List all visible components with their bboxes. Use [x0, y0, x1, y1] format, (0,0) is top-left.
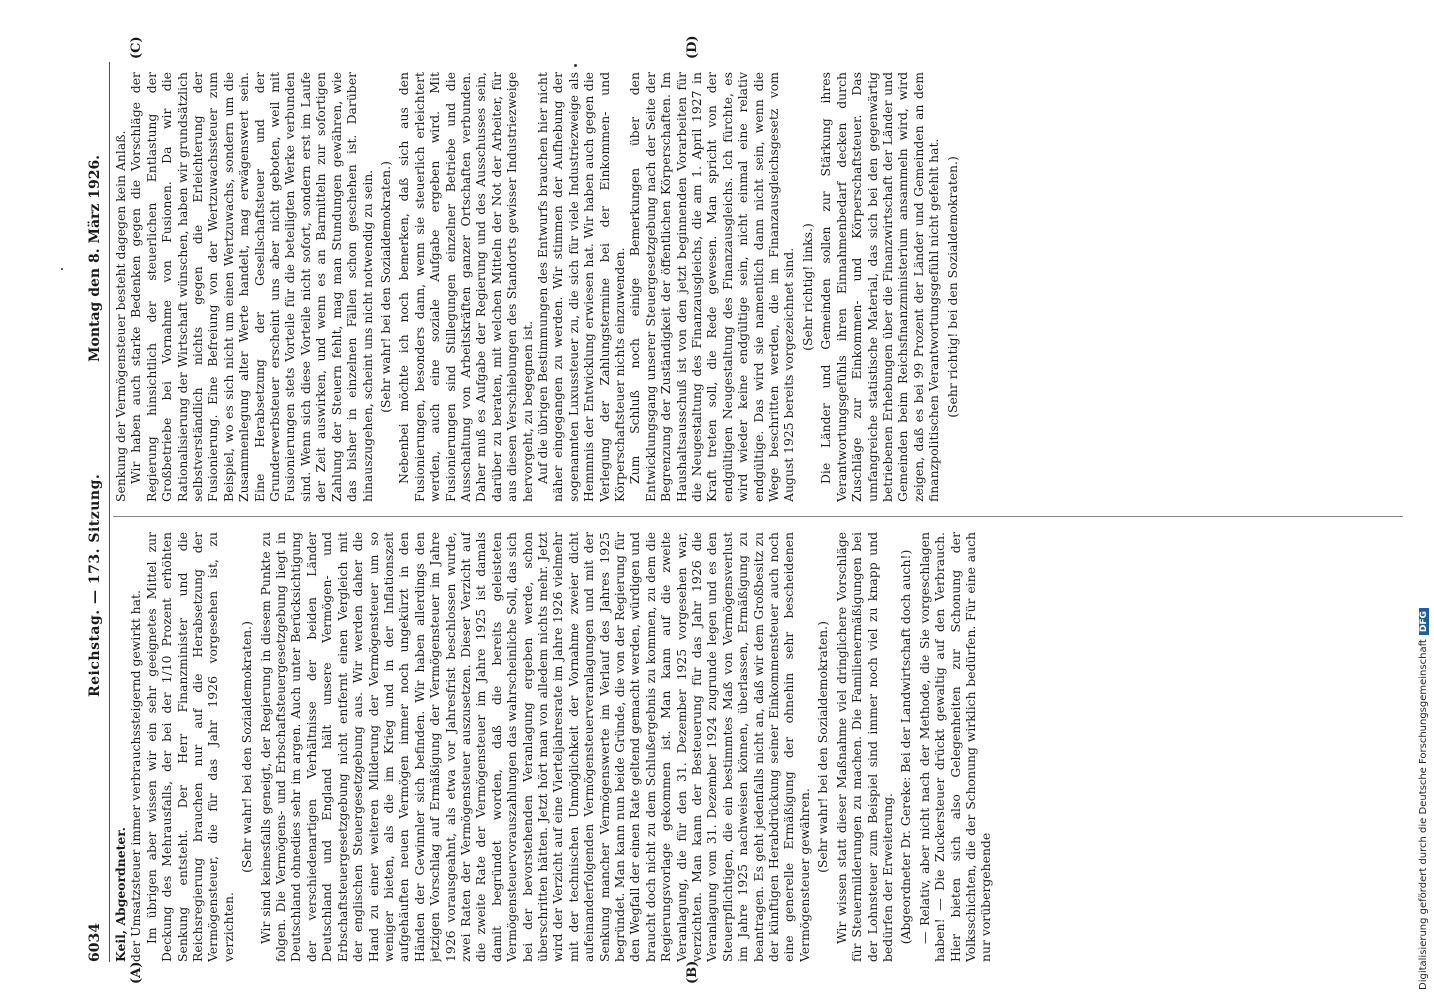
column-right — [113, 72, 1413, 502]
paragraph: — Relativ, aber nicht nach der Methode, die Sie vorgeschlagen haben! — Die Zuckersteuer drückt gewaltig auf den Verbrauch. Hier bieten sich also Gelegenheiten zur Schonung der Volksschichten, die der Schonung wirklich bedürfen. Für eine auch nur vorübergehende — [916, 532, 994, 962]
margin-marker-c: (C) — [129, 36, 144, 59]
interjection: (Abgeordneter Dr. Gereke: Bei der Landwirtschaft doch auch!) — [898, 549, 914, 945]
column-divider — [113, 516, 1403, 517]
session-date: Montag den 8. März 1926. — [87, 154, 103, 362]
scan-speck — [574, 64, 577, 67]
interjection: (Sehr wahr! bei den Sozialdemokraten.) — [815, 621, 831, 873]
dfg-logo: DFG — [1419, 608, 1429, 635]
session-title: Reichstag. — 173. Sitzung. — [87, 473, 103, 697]
interjection: (Sehr richtig! bei den Sozialdemokraten.) — [944, 156, 960, 418]
paragraph: Im übrigen aber wissen wir ein sehr geeignetes Mittel zur Deckung des Mehrausfalls, der bei der 1/10 Prozent erhöhten Senkung entsteht. Der Herr Finanzminister und die Reichsregierung brauchen nur auf die Herabsetzung der Vermögensteuer, die für das Jahr 1926 vorgesehen ist, zu verzichten. — [143, 532, 236, 962]
paragraph: Nebenbei möchte ich noch bemerken, daß sich aus den Fusionierungen, besonders dann, wenn sie steuerlich erleichtert werden, auch eine soziale Aufgabe ergeben wird. Mit Fusionierungen sind Stillegungen einzelner Betriebe und die Ausschaltung von Arbeitskräften ganzer Ortschaften verbunden. Daher muß es Aufgabe der Regierung und des Ausschusses sein, darüber zu beraten, mit welchen Mitteln der Not der Arbeiter, für aus diesen Verschiebungen des Standorts gewisser Industriezweige hervorgeht, zu begegnen ist. — [396, 72, 535, 502]
digitization-credit — [1418, 10, 1429, 990]
margin-marker-d: (D) — [685, 35, 700, 59]
margin-marker-a: (A) — [129, 961, 144, 984]
rotated-document-page — [85, 35, 1420, 984]
paragraph: der Umsatzsteuer immer verbrauchssteigernd gewirkt hat. — [128, 590, 144, 962]
page-number: 6034 — [87, 923, 103, 962]
paragraph: Wir haben auch starke Bedenken gegen die Vorschläge der Regierung hinsichtlich der steuerlichen Entlastung der Großbetriebe bei Vornahme von Fusionen. Da wir die Rationalisierung der Wirtschaft wünschen, haben wir grundsätzlich selbstverständlich nichts gegen die Erleichterung der Fusionierung. Eine Befreiung von der Wertzuwachssteuer zum Beispiel, wo es sich nicht um einen Wertzuwachs, sondern um die Zusammenlegung alter Werte handelt, mag erwägenswert sein. Eine Herabsetzung der Gesellschaftsteuer und der Grunderwerbsteuer erscheint uns aber nicht geboten, weil mit Fusionierungen stets Vorteile für die beteiligten Werke verbunden sind. Wenn sich diese Vorteile nicht sofort, sondern erst im Laufe der Zeit auswirken, und wenn es an Barmitteln zur sofortigen Zahlung der Steuern fehlt, mag man Stundungen gewähren, wie das bisher in einzelnen Fällen schon geschehen ist. Darüber hinauszugehen, scheint uns nicht notwendig zu sein. — [128, 72, 375, 502]
speaker-line: Keil, Abgeordneter. — [113, 827, 128, 962]
paragraph: Wir sind keinesfalls geneigt, der Regierung in diesem Punkte zu folgen. Die Vermögens- und Erbschaftsteuergesetzgebung liegt in Deutschland ohnedies sehr im argen. Auch unter Berücksichtigung der verschiedenartigen Verhältnisse der beiden Länder Deutschland und England hält unsere Vermögen- und Erbschaftsteuergesetzgebung nicht entfernt einen Vergleich mit der englischen Steuergesetzgebung aus. Wir werden daher die Hand zu einer weiteren Milderung der Vermögensteuer um so weniger bieten, als die im Krieg und in der Inflationszeit aufgehäuften neuen Vermögen immer noch ungekürzt in den Händen der Gewinnler sich befinden. Wir haben allerdings den jetzigen Vorschlag auf Ermäßigung der Vermögensteuer im Jahre 1926 vorausgeahnt, als etwa vor Jahresfrist beschlossen wurde, zwei Raten der Vermögensteuer auszusetzen. Dieser Verzicht auf die zweite Rate der Vermögensteuer im Jahre 1925 ist damals damit begründet worden, daß die bereits geleisteten Vermögensteuervorauszahlungen das wahrscheinliche Soll, das sich bei der bevorstehenden Veranlagung ergeben werde, schon überschritten hätten. Jetzt hört man von alledem nichts mehr. Jetzt wird der Verzicht auf eine Vierteljahresrate im Jahre 1926 vielmehr mit der technischen Unmöglichkeit der Vornahme zweier dicht aufeinanderfolgenden Vermögensteuerveranlagungen und mit der Senkung mancher Vermögenswerte im Verlauf des Jahres 1925 begründet. Man kann nun beide Gründe, die von der Regierung für den Wegfall der einen Rate geltend gemacht werden, würdigen und braucht doch nicht zu dem Schlußergebnis zu kommen, zu dem die Regierungsvorlage gekommen ist. Man kann auf die zweite Veranlagung, die für den 31. Dezember 1925 vorgesehen war, verzichten. Man kann der Besteuerung für das Jahr 1926 die Veranlagung vom 31. Dezember 1924 zugrunde legen und es den Steuerpflichtigen, die ein bestimmtes Maß von Vermögensverlust im Jahre 1925 nachweisen können, überlassen, Ermäßigung zu beantragen. Es geht jedenfalls nicht an, daß wir dem Großbesitz zu der künftigen Herabdrückung seiner Einkommensteuer auch noch eine generelle Ermäßigung der ohnehin sehr bescheidenen Vermögensteuer gewähren. — [257, 532, 812, 962]
credit-text: Digitalisierung gefördert durch die Deutsche Forschungsgemeinschaft — [1418, 639, 1429, 990]
paragraph: Wir wissen statt dieser Maßnahme viel dringlichere Vorschläge für Steuermilderungen zu machen. Die Familienermäßigungen bei der Lohnsteuer zum Beispiel sind immer noch viel zu knapp und bedürfen der Erweiterung. — [833, 532, 895, 962]
paragraph: Auf die übrigen Bestimmungen des Entwurfs brauchen hier nicht näher eingegangen zu werden. Wir stimmen der Aufhebung der sogenannten Luxussteuer zu, die sich für viele Industriezweige als Hemmnis der Entwicklung erwiesen hat. Wir haben auch gegen die Verlegung der Zahlungstermine bei der Einkommen- und Körperschaftsteuer nichts einzuwenden. — [534, 72, 627, 502]
header-rule — [109, 62, 110, 962]
interjection: (Sehr richtig! links.) — [799, 223, 815, 351]
paragraph: Senkung der Vermögensteuer besteht dagegen kein Anlaß. — [113, 130, 128, 502]
page-header — [85, 62, 107, 962]
interjection: (Sehr wahr! bei den Sozialdemokraten.) — [239, 621, 255, 873]
margin-marker-b: (B) — [685, 960, 700, 984]
paragraph: Die Länder und Gemeinden sollen zur Stärkung ihres Verantwortungsgefühls ihren Einnahmenbedarf decken durch Zuschläge zur Einkommen- und Körperschaftsteuer. Das umfangreiche statistische Material, das sich bei den gegenwärtig betriebenen Erhebungen über die Finanzwirtschaft der Länder und Gemeinden beim Reichsfinanzministerium ansammeln wird, wird zeigen, daß es bei 99 Prozent der Länder und Gemeinden an dem finanzpolitischen Verantwortungsgefühl nicht gefehlt hat. — [818, 72, 942, 502]
paragraph: Zum Schluß noch einige Bemerkungen über den Entwicklungsgang unserer Steuergesetzgebung nach der Seite der Begrenzung der Zuständigkeit der öffentlichen Körperschaften. Im Haushaltsausschuß ist von den jetzt beginnenden Vorarbeiten für die Neugestaltung des Finanzausgleichs, die am 1. April 1927 in Kraft treten soll, die Rede gewesen. Man spricht von der endgültigen Neugestaltung des Finanzausgleichs. Ich fürchte, es wird wieder keine endgültige sein, nicht einmal eine relativ endgültige. Das wird sie namentlich dann nicht sein, wenn die Wege beschritten werden, die im Finanzausgleichsgesetz vom August 1925 bereits vorgezeichnet sind. — [627, 72, 797, 502]
scan-speck — [61, 268, 63, 270]
column-left — [113, 532, 1413, 962]
interjection: (Sehr wahr! bei den Sozialdemokraten.) — [377, 161, 393, 413]
